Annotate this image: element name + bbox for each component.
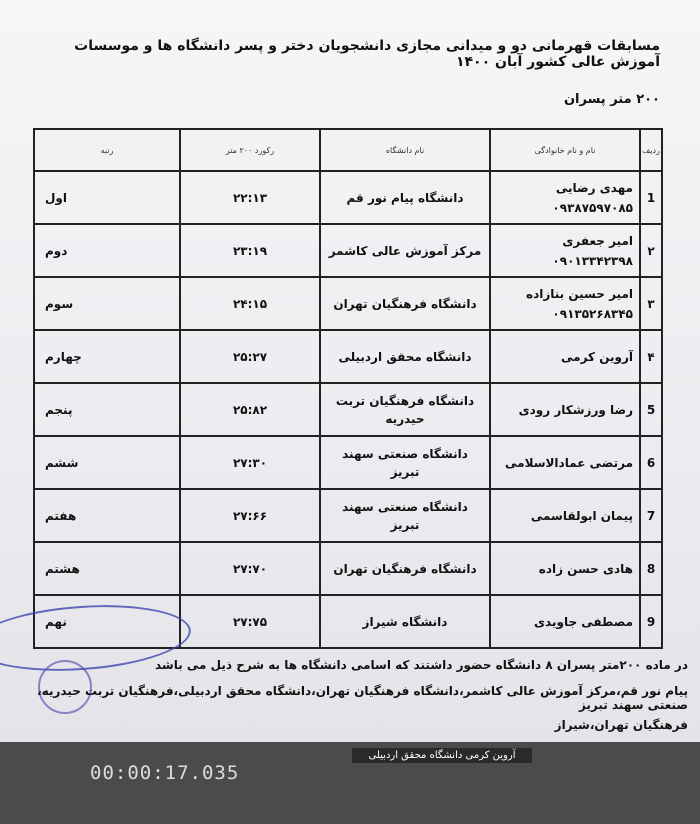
row-number: 8 <box>640 542 662 595</box>
video-caption: آروین کرمی دانشگاه محقق اردبیلی <box>352 748 532 763</box>
row-number: ۲ <box>640 224 662 277</box>
table-row <box>34 542 662 595</box>
universities-list-continued: فرهنگیان تهران،شیراز <box>554 718 688 732</box>
athlete-name: پیمان ابولقاسمی <box>490 489 640 542</box>
universities-list: پیام نور قم،مرکز آموزش عالی کاشمر،دانشگاه فرهنگیان تهران،دانشگاه محقق اردبیلی،فرهنگیان تربت حیدریه، صنعتی سهند تبریز <box>37 684 688 712</box>
athlete-name: هادی حسن زاده <box>490 542 640 595</box>
record-value: ۲۷:۳۰ <box>180 436 320 489</box>
university-name: مرکز آموزش عالی کاشمر <box>320 224 490 277</box>
header-record: رکورد ۲۰۰ متر <box>180 129 320 171</box>
document-title: مسابقات قهرمانی دو و میدانی مجازی دانشجویان دختر و پسر دانشگاه ها و موسسات آموزش عالی کشور آبان ۱۴۰۰ <box>74 38 660 70</box>
athlete-name: امیر جعفری <box>562 233 633 248</box>
row-number: ۴ <box>640 330 662 383</box>
header-university: نام دانشگاه <box>320 129 490 171</box>
results-table <box>33 128 663 649</box>
row-number: 9 <box>640 595 662 648</box>
video-timer: 00:00:17.035 <box>90 762 240 784</box>
record-value: ۲۷:۷۰ <box>180 542 320 595</box>
athlete-phone: ۰۹۰۱۳۳۴۲۳۹۸ <box>552 253 633 268</box>
rank-value: چهارم <box>34 330 180 383</box>
university-name: دانشگاه صنعتی سهند تبریز <box>320 436 490 489</box>
table-row <box>34 224 662 277</box>
row-number: ۳ <box>640 277 662 330</box>
record-value: ۲۷:۷۵ <box>180 595 320 648</box>
event-subtitle: ۲۰۰ متر پسران <box>563 92 660 107</box>
table-row <box>34 171 662 224</box>
university-name: دانشگاه فرهنگیان تربت حیدریه <box>320 383 490 436</box>
athlete-cell <box>490 171 640 224</box>
row-number: 7 <box>640 489 662 542</box>
header-row-number: ردیف <box>640 129 662 171</box>
record-value: ۲۳:۱۹ <box>180 224 320 277</box>
athlete-name: مصطفی جاویدی <box>490 595 640 648</box>
rank-value: نهم <box>34 595 180 648</box>
record-value: ۲۷:۶۶ <box>180 489 320 542</box>
record-value: ۲۴:۱۵ <box>180 277 320 330</box>
university-name: دانشگاه فرهنگیان تهران <box>320 542 490 595</box>
rank-value: سوم <box>34 277 180 330</box>
record-value: ۲۲:۱۳ <box>180 171 320 224</box>
athlete-cell <box>490 277 640 330</box>
table-row <box>34 489 662 542</box>
athlete-cell <box>490 224 640 277</box>
rank-value: ششم <box>34 436 180 489</box>
row-number: 6 <box>640 436 662 489</box>
summary-paragraph: در ماده ۲۰۰متر پسران ۸ دانشگاه حضور داشتند که اسامی دانشگاه ها به شرح ذیل می باشد <box>154 658 688 672</box>
university-name: دانشگاه فرهنگیان تهران <box>320 277 490 330</box>
record-value: ۲۵:۲۷ <box>180 330 320 383</box>
athlete-name: مهدی رضایی <box>555 180 633 195</box>
table-row <box>34 383 662 436</box>
row-number: 1 <box>640 171 662 224</box>
athlete-name: امیر حسین بنازاده <box>526 286 633 301</box>
rank-value: هفتم <box>34 489 180 542</box>
university-name: دانشگاه شیراز <box>320 595 490 648</box>
rank-value: هشتم <box>34 542 180 595</box>
row-number: 5 <box>640 383 662 436</box>
university-name: دانشگاه صنعتی سهند تبریز <box>320 489 490 542</box>
table-row <box>34 436 662 489</box>
athlete-name: مرتضی عمادالاسلامی <box>490 436 640 489</box>
university-name: دانشگاه پیام نور قم <box>320 171 490 224</box>
header-rank: رتبه <box>34 129 180 171</box>
university-name: دانشگاه محقق اردبیلی <box>320 330 490 383</box>
video-frame <box>0 742 700 824</box>
record-value: ۲۵:۸۲ <box>180 383 320 436</box>
athlete-phone: ۰۹۳۸۷۵۹۷۰۸۵ <box>552 200 633 215</box>
athlete-name: رضا ورزشکار رودی <box>490 383 640 436</box>
athlete-name: آروین کرمی <box>490 330 640 383</box>
header-full-name: نام و نام خانوادگی <box>490 129 640 171</box>
rank-value: اول <box>34 171 180 224</box>
rank-value: دوم <box>34 224 180 277</box>
table-row <box>34 330 662 383</box>
rank-value: پنجم <box>34 383 180 436</box>
table-header-row <box>34 129 662 171</box>
table-row <box>34 277 662 330</box>
athlete-phone: ۰۹۱۳۵۲۶۸۳۴۵ <box>552 306 633 321</box>
